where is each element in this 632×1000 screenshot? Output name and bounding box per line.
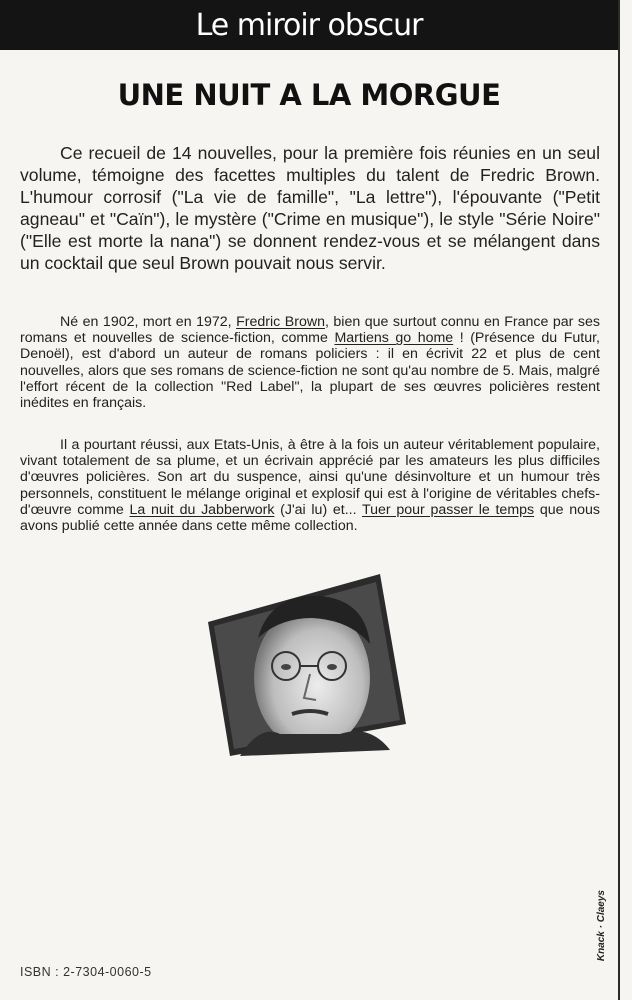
- bio-paragraph-1: [20, 314, 600, 411]
- bio-paragraph-2: [20, 437, 600, 534]
- bio-text: (J'ai lu) et...: [274, 501, 362, 518]
- book-title-martiens: Martiens go home: [334, 330, 454, 347]
- book-title-tuer: Tuer pour passer le temps: [362, 501, 535, 518]
- bio-text: que nous avons publié cette année dans cette même collection.: [20, 501, 600, 535]
- bio-text: ! (Présence du Futur, Denoël), est d'abord un auteur de romans policiers : il en écrivit 22 et plus de cent nouvelles, alors que ses romans de science-fiction ne sont qu'au nombre de 5. Mais, malgré l'effort récent de la collection "Red Label", la plupart de ses œuvres policières restent inédites en français.: [20, 330, 600, 412]
- bio-text: Il a pourtant réussi, aux Etats-Unis, à être à la fois un auteur véritablement populaire, vivant totalement de sa plume, et un écrivain apprécié par les amateurs les plus difficiles d'œuvres policières. Son art du suspence, ainsi qu'une désinvolture et un humour très personnels, constituent le mélange original et explosif qui est à l'origine de véritables chefs-d'œuvre comme: [20, 437, 600, 518]
- isbn: ISBN : 2-7304-0060-5: [20, 965, 152, 979]
- book-title: UNE NUIT A LA MORGUE: [117, 78, 501, 112]
- printer-mark: Knack · Claeys: [596, 890, 607, 962]
- book-title-jabberwork: La nuit du Jabberwork: [129, 501, 275, 518]
- series-name: Le miroir obscur: [195, 7, 423, 43]
- author-name: Fredric Brown: [236, 314, 325, 330]
- series-banner: [0, 0, 618, 50]
- blurb-paragraph: Ce recueil de 14 nouvelles, pour la première fois réunies en un seul volume, témoigne des facettes multiples du talent de Fredric Brown. L'humour corrosif ("La vie de famille", "La lettre"), l'épouvante ("Petit agneau" et "Caïn"), le mystère ("Crime en musique"), le style "Série Noire" ("Elle est morte la nana") se donnent rendez-vous et se mélangent dans un cocktail que seul Brown pouvait nous servir.: [20, 143, 600, 273]
- bio-text: Né en 1902, mort en 1972,: [60, 314, 237, 330]
- author-photo-icon: [200, 574, 410, 756]
- spine-edge-rule: [618, 0, 620, 1000]
- bio-text: , bien que surtout connu en France par ses romans et nouvelles de science-fiction, comme: [20, 314, 600, 347]
- author-portrait: [200, 574, 410, 756]
